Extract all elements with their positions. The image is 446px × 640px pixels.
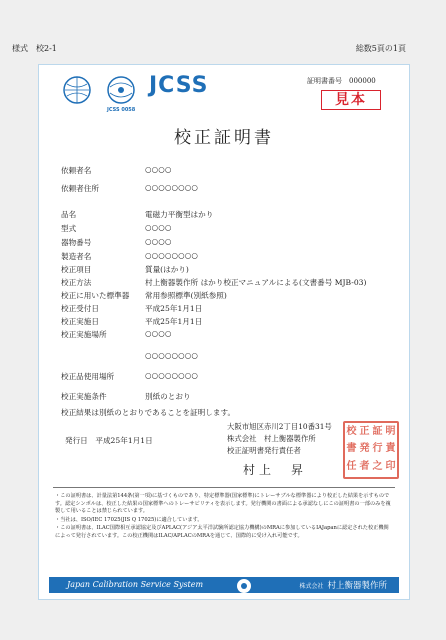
seal-char: 之: [372, 460, 383, 472]
footer-system-name: Japan Calibration Service System: [67, 580, 204, 589]
field-row: [61, 351, 401, 363]
seal-char: 行: [372, 443, 383, 455]
field-value: ○○○○: [145, 165, 172, 174]
note-paragraph: ・当社は、ISO/IEC 17025(JIS Q 17025)に適合しています。: [55, 516, 203, 523]
field-label: 校正実施日: [61, 317, 99, 326]
field-row: [61, 329, 401, 341]
issue-date: 発行日 平成25年1月1日: [65, 436, 153, 445]
field-value: ○○○○: [145, 329, 172, 338]
seal-char: 書: [346, 443, 357, 455]
field-label: 校正品使用場所: [61, 372, 115, 381]
issuer-role: 校正証明書発行責任者: [227, 446, 301, 455]
field-label: 校正実施条件: [61, 392, 107, 401]
field-value: ○○○○○○○○: [145, 371, 199, 380]
field-row: [61, 165, 401, 177]
field-label: 校正実施場所: [61, 330, 107, 339]
field-label: 校正受付日: [61, 304, 99, 313]
certification-statement: 校正結果は別紙のとおりであることを証明します。: [61, 408, 236, 417]
field-label: 器物番号: [61, 238, 92, 247]
field-row: [61, 183, 401, 195]
field-value: 別紙のとおり: [145, 392, 191, 401]
iajapan-logo: [101, 75, 141, 109]
field-value: 常用参照標準(別紙参照): [145, 291, 227, 300]
field-row: [61, 316, 401, 328]
field-value: ○○○○○○○○: [145, 351, 199, 360]
seal-char: 明: [385, 426, 396, 437]
field-row: [61, 264, 401, 276]
seal-char: 者: [359, 460, 370, 472]
seal-char: 任: [346, 460, 357, 472]
jcss-logo: JCSS: [149, 73, 209, 98]
field-label: 校正項目: [61, 265, 92, 274]
field-row: [61, 251, 401, 263]
sample-stamp: 見本: [321, 90, 381, 110]
seal-char: 正: [359, 426, 370, 437]
field-row: [61, 371, 401, 383]
seal-char: 証: [372, 426, 383, 437]
field-value: 村上衡器製作所 はかり校正マニュアルによる(文書番号 MJB-03): [145, 278, 367, 287]
footer-company: [299, 579, 387, 591]
issuer-address: 大阪市旭区赤川2丁目10番31号: [227, 422, 332, 431]
field-row: [61, 290, 401, 302]
field-value: 平成25年1月1日: [145, 304, 203, 313]
field-label: 型式: [61, 224, 77, 233]
seal-char: 校: [346, 426, 357, 437]
certificate-sheet: [38, 64, 410, 600]
field-row: [61, 277, 401, 289]
field-value: ○○○○: [145, 237, 172, 246]
trade-mark-icon: [237, 579, 251, 593]
seal-char: 責: [385, 443, 396, 455]
seal-char: 発: [359, 443, 370, 455]
field-label: 品名: [61, 210, 77, 219]
field-row: [61, 237, 401, 249]
issuer-block: [227, 421, 332, 457]
field-value: ○○○○○○○○: [145, 183, 199, 192]
field-row: [61, 209, 401, 221]
field-label: 校正に用いた標準器: [61, 291, 130, 300]
logo-block: [57, 73, 217, 113]
field-value: 質量(はかり): [145, 265, 189, 274]
field-value: 電磁力平衡型はかり: [145, 210, 214, 219]
field-row: [61, 391, 401, 403]
field-value: ○○○○○○○○: [145, 251, 199, 260]
issuer-company: 株式会社 村上衡器製作所: [227, 434, 316, 443]
field-value: 平成25年1月1日: [145, 317, 203, 326]
official-seal: [343, 421, 399, 479]
footer-company-prefix: 株式会社: [299, 583, 324, 590]
field-label: 依頼者名: [61, 166, 92, 175]
notes-divider: [53, 487, 395, 488]
footer-company-name: 村上衡器製作所: [327, 581, 387, 591]
note-paragraph: ・この証明書は、ILAC国際相互承認協定及びAPLAC(アジア太平洋試験所認定協力機構)のMRAに参加しているIAJapanに認定された校正機関によって発行されています。この校正機関はILAC/APLACのMRAを通じて、国際的に受け入れ可能です。: [55, 525, 389, 539]
signer-name: 村上 昇: [243, 463, 308, 477]
document-title: 校正証明書: [174, 128, 274, 148]
page-count: 総数5頁の1頁: [355, 44, 406, 53]
form-label: 様式 校2-1: [12, 44, 57, 53]
notes-block: [55, 493, 393, 542]
field-row: [61, 223, 401, 235]
seal-char: 印: [385, 460, 396, 472]
note-paragraph: ・この証明書は、計量法第144条(第一項)に基づくものであり、特定標準器(国家標準)にトレーサブルな標準器により校正した結果を示すものです。認定シンボルは、校正した結果の国家標準へのトレーサビリティを表示します。発行機関の書面による承認なしにこの証明書の一部のみを複製して用いることは禁じられています。: [55, 493, 391, 515]
field-value: ○○○○: [145, 223, 172, 232]
jcss-registration-number: JCSS 0058: [107, 107, 136, 113]
field-label: 依頼者住所: [61, 184, 99, 193]
certificate-number: 証明書番号 000000: [307, 77, 376, 85]
ilac-mra-logo: [57, 75, 97, 109]
field-label: 校正方法: [61, 278, 92, 287]
footer-band: [49, 577, 399, 593]
field-row: [61, 303, 401, 315]
field-label: 製造者名: [61, 252, 92, 261]
